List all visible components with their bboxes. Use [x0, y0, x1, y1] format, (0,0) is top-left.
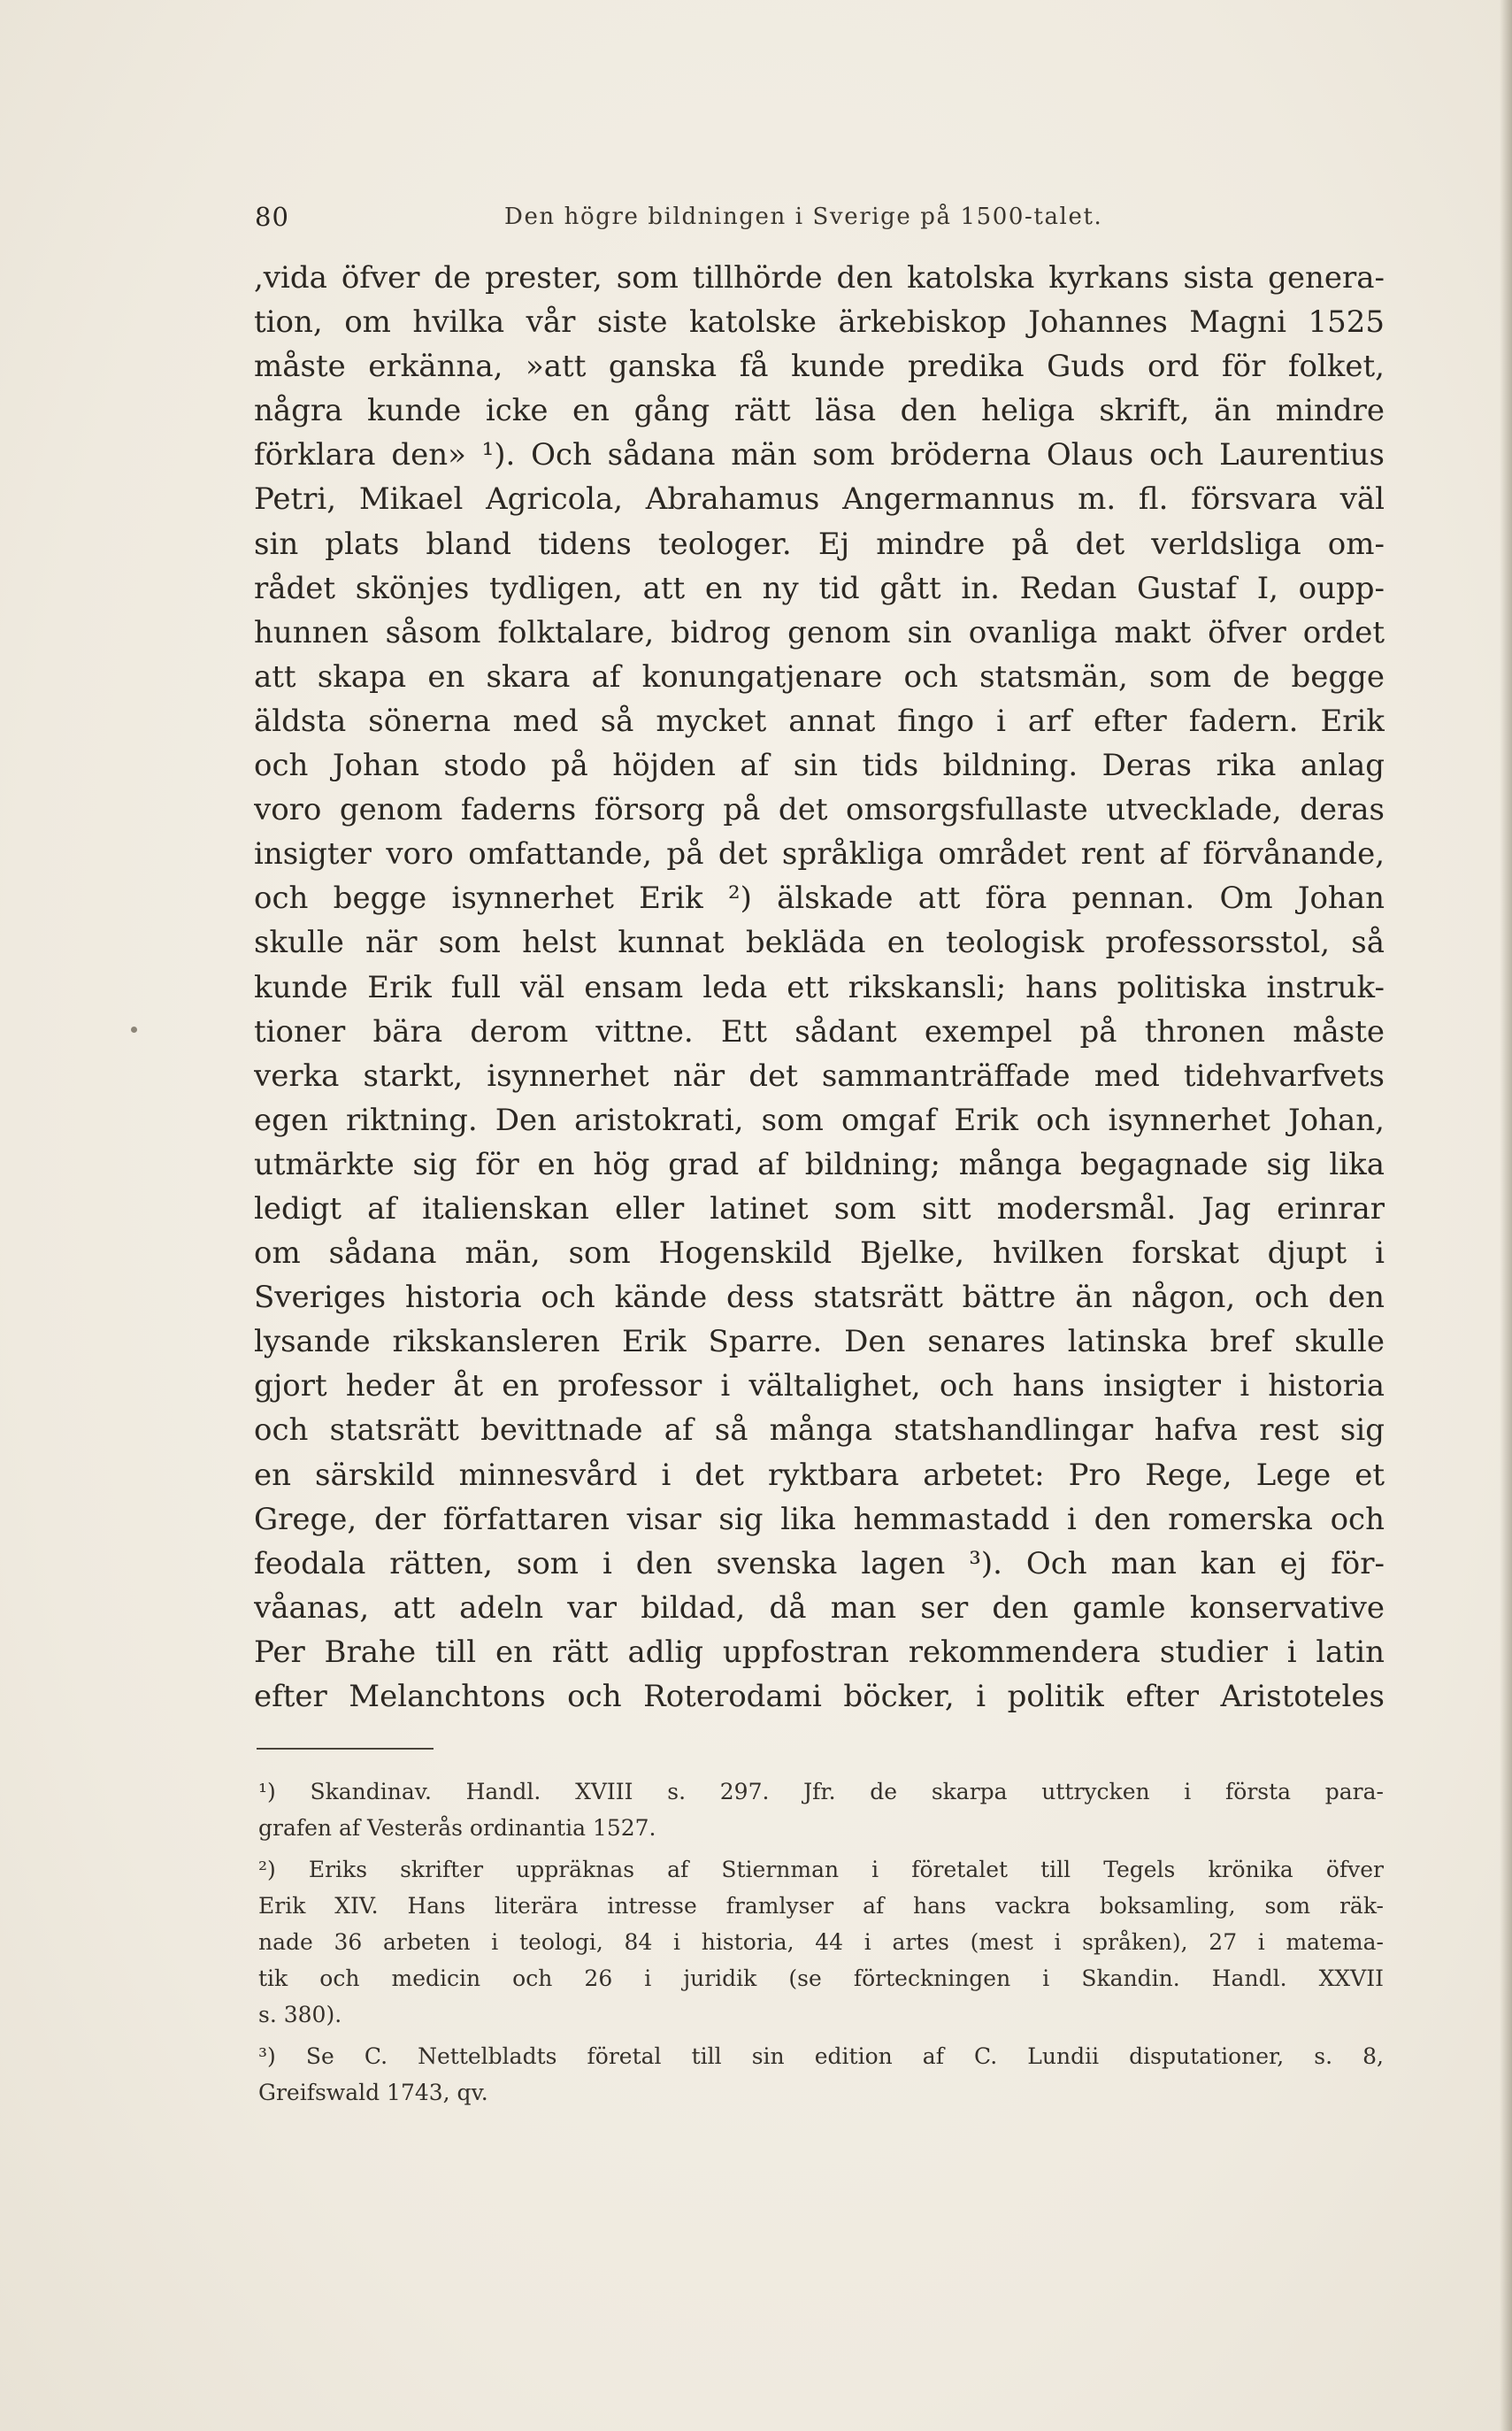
footnote-1 [258, 1773, 1384, 1846]
footnote-line: s. 380). [258, 2002, 342, 2027]
text-line: om sådana män, som Hogenskild Bjelke, hvilken forskat djupt i [254, 1235, 1385, 1272]
footnote-rule [257, 1748, 434, 1750]
text-line: skulle när som helst kunnat bekläda en teologisk professorsstol, så [254, 925, 1385, 961]
text-line: lysande rikskansleren Erik Sparre. Den senares latinska bref skulle [254, 1324, 1385, 1360]
running-head: Den högre bildningen i Sverige på 1500-talet. [504, 204, 1103, 230]
page-edge-shadow [1500, 0, 1512, 2431]
text-line: några kunde icke en gång rätt läsa den heliga skrift, än mindre [254, 393, 1385, 429]
text-line: ,vida öfver de prester, som tillhörde den katolska kyrkans sista genera- [254, 260, 1385, 296]
text-line: tion, om hvilka vår siste katolske ärkebiskop Johannes Magni 1525 [254, 304, 1385, 341]
margin-mark [131, 1027, 137, 1033]
text-line: och statsrätt bevittnade af så många statshandlingar hafva rest sig [254, 1412, 1385, 1449]
footnote-line: Greifswald 1743, qv. [258, 2080, 488, 2105]
text-line: Grege, der författaren visar sig lika hemmastadd i den romerska och [254, 1501, 1385, 1537]
footnote-3 [258, 2038, 1384, 2111]
text-line: Per Brahe till en rätt adlig uppfostran rekommendera studier i latin [254, 1634, 1385, 1670]
text-line: och Johan stodo på höjden af sin tids bildning. Deras rika anlag [254, 748, 1385, 784]
footnote-line: ¹) Skandinav. Handl. XVIII s. 297. Jfr. de skarpa uttrycken i första para- [258, 1779, 1384, 1804]
page-header [255, 202, 1387, 241]
footnote-line: grafen af Vesterås ordinantia 1527. [258, 1815, 656, 1841]
footnote-line: nade 36 arbeten i teologi, 84 i historia, 44 i artes (mest i språken), 27 i matema- [258, 1929, 1384, 1955]
page-number: 80 [255, 202, 289, 232]
footnote-line: ²) Eriks skrifter uppräknas af Stiernman i företalet till Tegels krönika öfver [258, 1857, 1384, 1882]
text-line: sin plats bland tidens teologer. Ej mindre på det verldsliga om- [254, 526, 1385, 562]
text-line: äldsta sönerna med så mycket annat fingo i arf efter fadern. Erik [254, 703, 1385, 739]
text-line: att skapa en skara af konungatjenare och statsmän, som de begge [254, 658, 1385, 695]
footnote-line: ³) Se C. Nettelbladts företal till sin edition af C. Lundii disputationer, s. 8, [258, 2043, 1384, 2069]
text-line: verka starkt, isynnerhet när det sammanträffade med tidehvarfvets [254, 1058, 1385, 1094]
text-line: utmärkte sig för en hög grad af bildning; många begagnade sig lika [254, 1146, 1385, 1182]
text-line: egen riktning. Den aristokrati, som omgaf Erik och isynnerhet Johan, [254, 1102, 1385, 1138]
text-line: våanas, att adeln var bildad, då man ser den gamle konservative [254, 1589, 1385, 1626]
text-line: efter Melanchtons och Roterodami böcker, i politik efter Aristoteles [254, 1679, 1385, 1714]
text-line: måste erkänna, »att ganska få kunde predika Guds ord för folket, [254, 349, 1385, 385]
footnote-line: Erik XIV. Hans literära intresse framlyser af hans vackra boksamling, som räk- [258, 1893, 1384, 1919]
footnotes [258, 1773, 1384, 2111]
main-text [254, 256, 1385, 1719]
text-line: hunnen såsom folktalare, bidrog genom sin ovanliga makt öfver ordet [254, 614, 1385, 650]
text-line: och begge isynnerhet Erik ²) älskade att föra pennan. Om Johan [254, 881, 1385, 917]
text-line: en särskild minnesvård i det ryktbara arbetet: Pro Rege, Lege et [254, 1457, 1385, 1493]
footnote-line: tik och medicin och 26 i juridik (se förteckningen i Skandin. Handl. XXVII [258, 1966, 1384, 1991]
text-line: insigter voro omfattande, på det språkliga området rent af förvånande, [254, 836, 1385, 873]
text-line: ledigt af italienskan eller latinet som sitt modersmål. Jag erinrar [254, 1190, 1385, 1227]
text-line: feodala rätten, som i den svenska lagen ³). Och man kan ej för- [254, 1545, 1385, 1581]
text-line: kunde Erik full väl ensam leda ett rikskansli; hans politiska instruk- [254, 969, 1385, 1005]
text-line: rådet skönjes tydligen, att en ny tid gått in. Redan Gustaf I, oupp- [254, 570, 1385, 606]
footnote-2 [258, 1851, 1384, 2033]
text-line: gjort heder åt en professor i vältalighet, och hans insigter i historia [254, 1368, 1385, 1404]
text-line: voro genom faderns försorg på det omsorgsfullaste utvecklade, deras [254, 792, 1385, 828]
text-line: Petri, Mikael Agricola, Abrahamus Angermannus m. fl. försvara väl [254, 481, 1385, 518]
text-line: förklara den» ¹). Och sådana män som bröderna Olaus och Laurentius [254, 437, 1385, 473]
text-line: Sveriges historia och kände dess statsrätt bättre än någon, och den [254, 1280, 1385, 1316]
text-line: tioner bära derom vittne. Ett sådant exempel på thronen måste [254, 1013, 1385, 1050]
